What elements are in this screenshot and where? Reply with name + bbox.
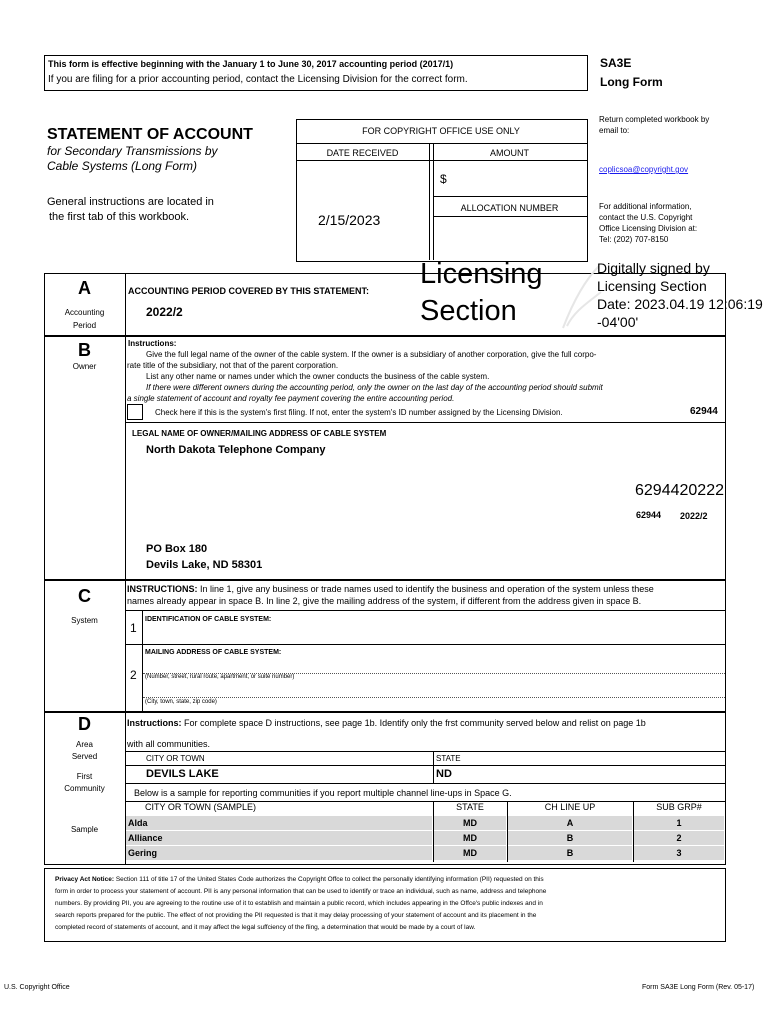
general-instructions-2: the first tab of this workbook. xyxy=(49,211,190,223)
first-community-state[interactable]: ND xyxy=(436,768,452,780)
sample-header-lineup: CH LINE UP xyxy=(544,802,596,812)
sample-cell: Gering xyxy=(126,846,432,861)
section-d-instructions-text: For complete space D instructions, see page 1b. Identify only the frst community served below and relist on page 1b xyxy=(181,718,646,728)
sample-cell: A xyxy=(508,816,632,831)
system-code-period: 2022/2 xyxy=(680,511,708,521)
sample-cell: Alda xyxy=(126,816,432,831)
section-d-instruction-2: with all communities. xyxy=(127,739,211,749)
mailing-address-label: MAILING ADDRESS OF CABLE SYSTEM: xyxy=(145,649,282,656)
form-title: STATEMENT OF ACCOUNT xyxy=(47,126,253,143)
form-subtitle-2: Cable Systems (Long Form) xyxy=(47,159,198,173)
section-a-label-1: Accounting xyxy=(64,308,105,317)
footer-agency: U.S. Copyright Office xyxy=(4,984,70,991)
section-c-letter: C xyxy=(78,586,91,606)
signature-label-licensing: Licensing xyxy=(420,258,543,290)
signature-line-1: Digitally signed by xyxy=(597,260,710,276)
owner-address-line-1: PO Box 180 xyxy=(146,543,208,555)
sample-cell: B xyxy=(508,831,632,846)
section-d-label-area: Area xyxy=(76,740,93,749)
office-use-box xyxy=(296,119,588,262)
street-hint: (Number, street, rural route, apartment, or suite number) xyxy=(145,674,295,680)
sample-cell: Alliance xyxy=(126,831,432,846)
signature-line-4: -04'00' xyxy=(597,314,639,330)
section-c-instruction-1 xyxy=(127,584,654,594)
city-address-field[interactable] xyxy=(143,684,723,696)
general-instructions-1: General instructions are located in xyxy=(47,196,214,208)
section-d-instruction-1 xyxy=(127,718,646,728)
section-d-label-first: First xyxy=(76,772,93,781)
privacy-notice-text: Section 111 of title 17 of the United States Code authorizes the Copyright Offce to collect the personally identifying information (PII) requested on this xyxy=(114,876,544,883)
privacy-notice-bold: Privacy Act Notice: xyxy=(55,876,115,883)
section-d-label-sample: Sample xyxy=(70,825,99,834)
form-subtitle-1: for Secondary Transmissions by xyxy=(47,144,218,158)
section-b-letter: B xyxy=(78,340,91,360)
system-code-big: 6294420222 xyxy=(635,482,724,499)
privacy-line-4: search reports prepared for the public. The effect of not providing the PII requested is that it may delay processing of your statement of account and its placement in the xyxy=(55,912,537,919)
sample-note: Below is a sample for reporting communities if you report multiple channel line-ups in Space G. xyxy=(134,788,512,798)
copyright-email-link[interactable]: coplicsoa@copyright.gov xyxy=(599,165,689,174)
amount-label: AMOUNT xyxy=(490,148,529,158)
section-b-instruction-2: rate title of the subsidiary, not that of the parent corporation. xyxy=(127,361,339,370)
footer-form-revision: Form SA3E Long Form (Rev. 05-17) xyxy=(642,984,755,991)
street-address-field[interactable] xyxy=(143,660,723,672)
allocation-number-label: ALLOCATION NUMBER xyxy=(460,203,559,213)
sample-cell: B xyxy=(508,846,632,861)
sample-cell: MD xyxy=(434,831,506,846)
info-line-3: Office Licensing Division at: xyxy=(599,224,698,233)
section-c-instructions-bold: INSTRUCTIONS: xyxy=(127,584,198,594)
form-code: SA3E xyxy=(600,56,632,70)
return-instructions: Return completed workbook by email to: xyxy=(599,115,710,135)
section-d-instructions-bold: Instructions: xyxy=(127,718,182,728)
sample-cell: MD xyxy=(434,846,506,861)
first-filing-check-text: Check here if this is the system's first filing. If not, enter the system's ID number assigned by the Licensing Division. xyxy=(155,408,563,417)
sample-cell: 2 xyxy=(634,831,724,846)
section-b-instruction-3: List any other name or names under which the owner conducts the business of the cable system. xyxy=(146,372,490,381)
privacy-line-5: completed record of statements of account, and it may affect the legal suffciency of the fling, a determination that would be made by a court of law. xyxy=(55,924,476,931)
date-received-label: DATE RECEIVED xyxy=(326,148,399,158)
city-hint: (City, town, state, zip code) xyxy=(145,699,217,705)
accounting-period-heading: ACCOUNTING PERIOD COVERED BY THIS STATEMENT: xyxy=(128,286,370,296)
section-c-instruction-2: names already appear in space B. In line 2, give the mailing address of the system, if different from the address given in space B. xyxy=(127,596,642,606)
privacy-line-3: numbers. By providing PII, you are agreeing to the routine use of it to establish and maintain a public record, which includes appearing in the Offce's public indexes and in xyxy=(55,900,543,907)
signature-label-section: Section xyxy=(420,295,517,327)
section-d-label-community: Community xyxy=(64,784,105,793)
accounting-period-value: 2022/2 xyxy=(146,305,183,319)
system-id-number: 62944 xyxy=(690,406,718,417)
section-c-instructions-text: In line 1, give any business or trade names used to identify the business and operation of the system unless these xyxy=(197,584,654,594)
first-filing-checkbox[interactable] xyxy=(127,404,143,420)
info-line-4: Tel: (202) 707-8150 xyxy=(599,235,669,244)
office-use-heading: FOR COPYRIGHT OFFICE USE ONLY xyxy=(362,126,520,136)
sample-header-subgroup: SUB GRP# xyxy=(656,802,702,812)
section-a-letter: A xyxy=(78,278,91,298)
section-b-instruction-5: a single statement of account and royalty fee payment covering the entire accounting period. xyxy=(127,394,455,403)
sample-column-divider xyxy=(433,802,434,862)
effective-line: This form is effective beginning with the January 1 to June 30, 2017 accounting period (2017/1) xyxy=(48,59,454,69)
section-c-label: System xyxy=(71,616,98,625)
privacy-line-1 xyxy=(55,876,544,883)
sample-cell: 3 xyxy=(634,846,724,861)
info-line-1: For additional information, xyxy=(599,202,692,211)
line-1-number: 1 xyxy=(130,621,137,635)
sample-header-city: CITY OR TOWN (SAMPLE) xyxy=(145,802,257,812)
identification-label: IDENTIFICATION OF CABLE SYSTEM: xyxy=(145,616,272,623)
first-community-city[interactable]: DEVILS LAKE xyxy=(146,768,219,780)
signature-line-3: Date: 2023.04.19 12:06:19 xyxy=(597,296,763,312)
info-line-2: contact the U.S. Copyright xyxy=(599,213,693,222)
section-b-label: Owner xyxy=(72,362,97,371)
signature-line-2: Licensing Section xyxy=(597,278,707,294)
sample-cell: 1 xyxy=(634,816,724,831)
sample-header-state: STATE xyxy=(456,802,484,812)
section-b-instruction-1: Give the full legal name of the owner of the cable system. If the owner is a subsidiary of another corporation, give the full corpo- xyxy=(146,350,597,359)
privacy-line-2: form in order to process your statement of account. PII is any personal information that can be used to identify or trace an individual, such as name, address and telephone xyxy=(55,888,547,895)
city-or-town-label: CITY OR TOWN xyxy=(146,754,205,763)
sample-column-divider xyxy=(633,802,634,862)
section-d-letter: D xyxy=(78,714,91,734)
section-b-instructions-head: Instructions: xyxy=(128,339,177,348)
state-label: STATE xyxy=(436,754,461,763)
amount-dollar-sign: $ xyxy=(440,172,447,186)
sample-table xyxy=(125,802,725,863)
owner-address-line-2: Devils Lake, ND 58301 xyxy=(146,559,263,571)
prior-period-line: If you are filing for a prior accounting period, contact the Licensing Division for the correct form. xyxy=(48,74,468,85)
legal-name-value: North Dakota Telephone Company xyxy=(146,444,326,456)
section-b-instruction-4: If there were different owners during the accounting period, only the owner on the last day of the accounting period should submit xyxy=(146,383,603,392)
date-received-value: 2/15/2023 xyxy=(318,212,381,228)
section-a-label-2: Period xyxy=(72,321,97,330)
system-code-id: 62944 xyxy=(636,510,662,520)
legal-name-label: LEGAL NAME OF OWNER/MAILING ADDRESS OF CABLE SYSTEM xyxy=(132,429,387,438)
sample-cell: MD xyxy=(434,816,506,831)
identification-field[interactable] xyxy=(143,628,723,642)
line-2-number: 2 xyxy=(130,668,137,682)
sample-column-divider xyxy=(507,802,508,862)
form-type: Long Form xyxy=(600,75,663,89)
section-d-label-served: Served xyxy=(71,752,98,761)
